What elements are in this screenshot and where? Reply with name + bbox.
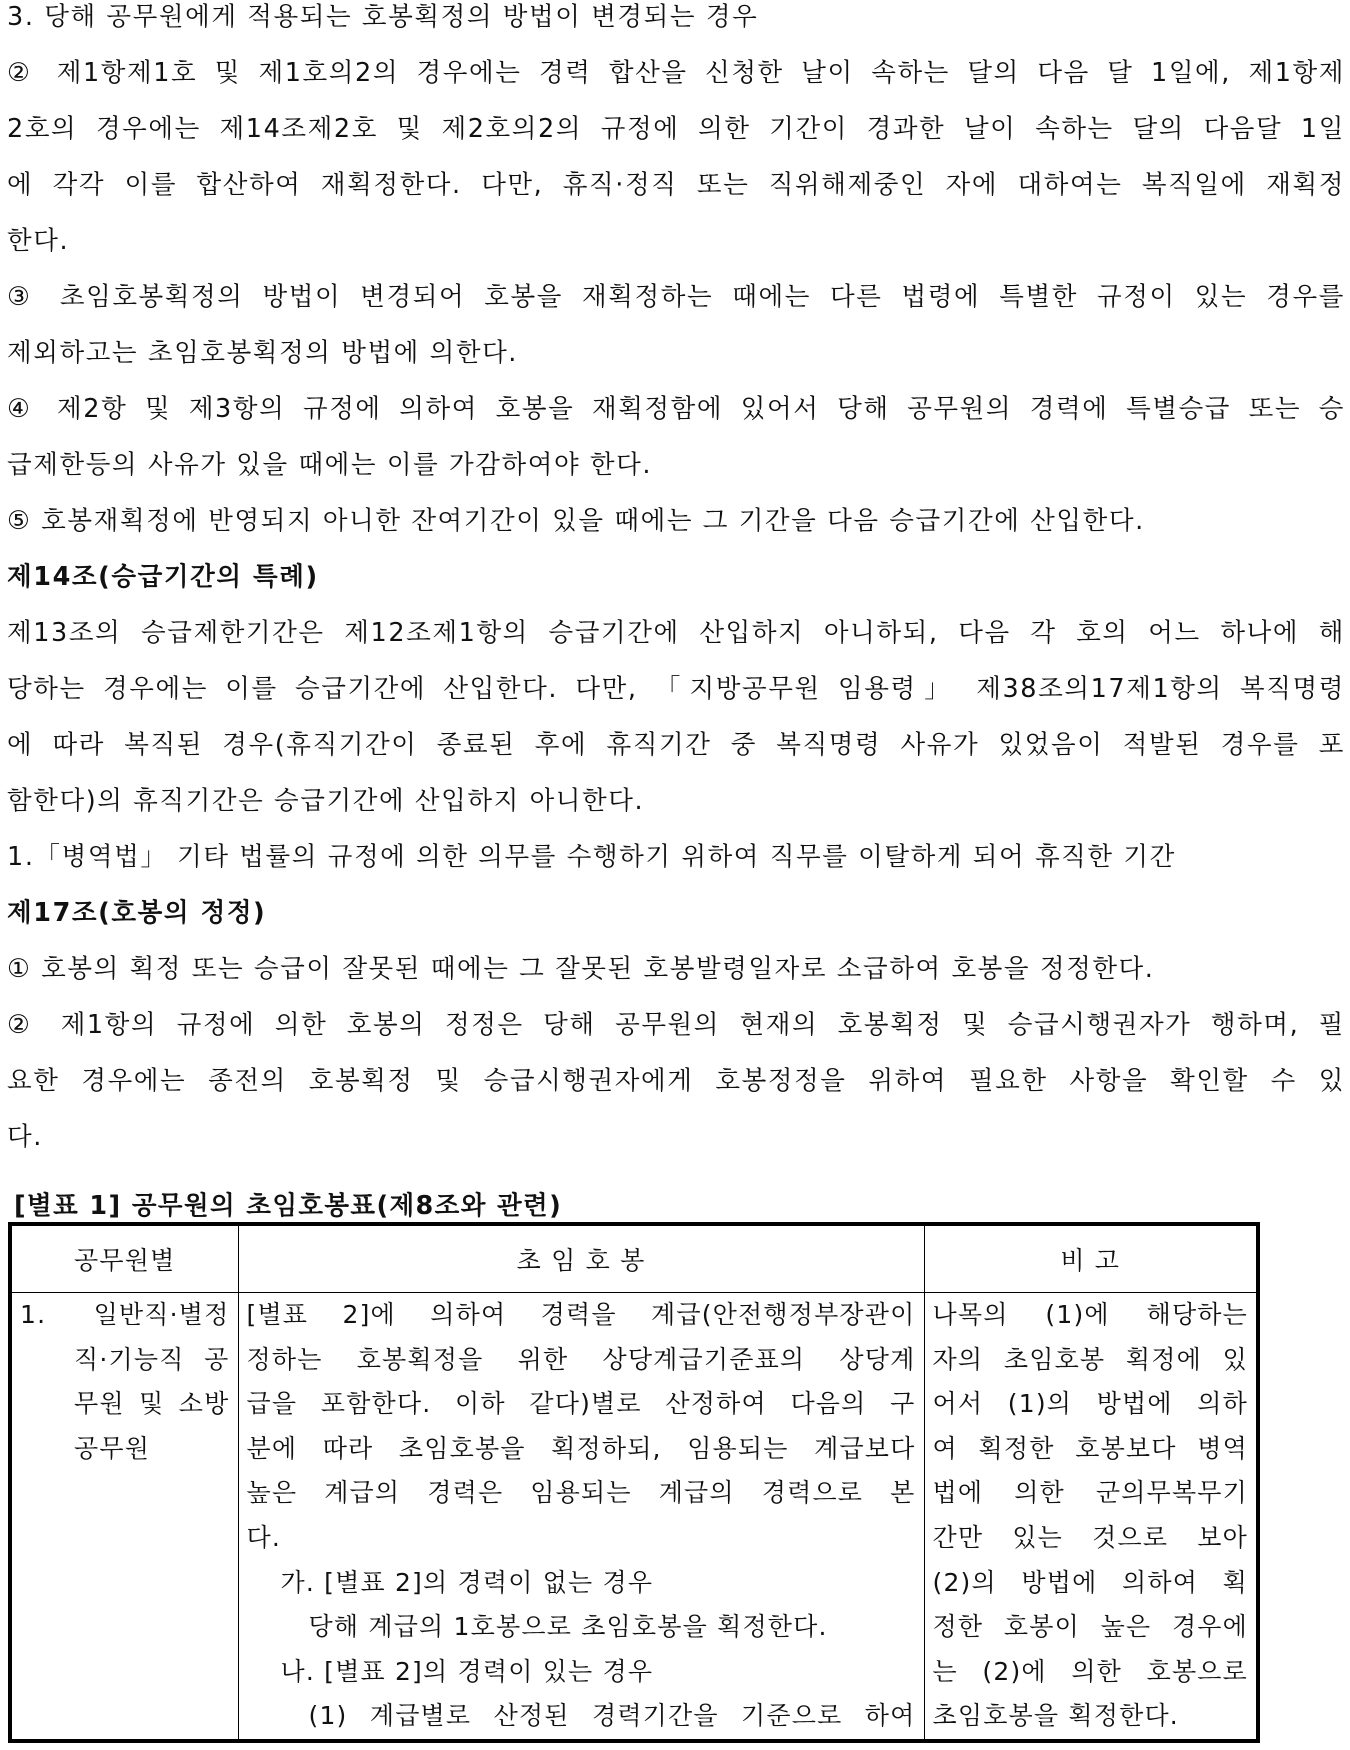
header-initial-step: 초 임 호 봉: [238, 1224, 924, 1293]
text-line: 급제한등의 사유가 있을 때에는 이를 가감하여야 한다.: [7, 450, 653, 480]
text-line: ⑤ 호봉재획정에 반영되지 아니한 잔여기간이 있을 때에는 그 기간을 다음 승급기간에 산입한다.: [7, 506, 1145, 536]
text-line: ④ 제2항 및 제3항의 규정에 의하여 호봉을 재획정함에 있어서 당해 공무원의 경력에 특별승급 또는 승: [7, 394, 1345, 424]
official-type-line: 1. 일반직·별정: [20, 1300, 230, 1329]
remarks-line: (2)의 방법에 의하여 획: [932, 1567, 1248, 1597]
text-line: ② 제1항의 규정에 의한 호봉의 정정은 당해 공무원의 현재의 호봉획정 및 승급시행권자가 행하며, 필: [7, 1010, 1345, 1040]
initial-step-line: 높은 계급의 경력은 임용되는 계급의 경력으로 본: [246, 1478, 916, 1508]
initial-step-line: (1) 계급별로 산정된 경력기간을 기준으로 하여: [308, 1701, 916, 1731]
initial-step-line: 가. [별표 2]의 경력이 없는 경우: [280, 1567, 654, 1597]
remarks-line: 자의 초임호봉 획정에 있: [932, 1344, 1248, 1374]
text-line: 3. 당해 공무원에게 적용되는 호봉획정의 방법이 변경되는 경우: [7, 2, 759, 32]
remarks-line: 법에 의한 군의무복무기: [932, 1478, 1248, 1508]
salary-step-table: [8, 1222, 1260, 1743]
text-line: 다.: [7, 1122, 43, 1152]
text-line: ③ 초임호봉획정의 방법이 변경되어 호봉을 재획정하는 때에는 다른 법령에 특별한 규정이 있는 경우를: [7, 282, 1345, 312]
text-line: 당하는 경우에는 이를 승급기간에 산입한다. 다만, 「지방공무원 임용령」 제38조의17제1항의 복직명령: [7, 674, 1345, 704]
initial-step-line: [별표 2]에 의하여 경력을 계급(안전행정부장관이: [246, 1300, 916, 1329]
text-line: ② 제1항제1호 및 제1호의2의 경우에는 경력 합산을 신청한 날이 속하는 달의 다음 달 1일에, 제1항제: [7, 58, 1345, 88]
text-line: ① 호봉의 획정 또는 승급이 잘못된 때에는 그 잘못된 호봉발령일자로 소급하여 호봉을 정정한다.: [7, 954, 1155, 984]
cell-official-type: [10, 1293, 238, 1741]
table-title: [별표 1] 공무원의 초임호봉표(제8조와 관련): [14, 1191, 563, 1221]
article-heading: 제14조(승급기간의 특례): [7, 562, 319, 592]
official-type-line: 공무원: [74, 1433, 151, 1463]
text-line: 제외하고는 초임호봉획정의 방법에 의한다.: [7, 338, 519, 368]
initial-step-line: 급을 포함한다. 이하 같다)별로 산정하여 다음의 구: [246, 1389, 916, 1419]
remarks-line: 나목의 (1)에 해당하는: [932, 1300, 1248, 1329]
text-line: 제13조의 승급제한기간은 제12조제1항의 승급기간에 산입하지 아니하되, 다음 각 호의 어느 하나에 해: [7, 618, 1345, 648]
official-type-line: 무원 및 소방: [74, 1389, 230, 1419]
remarks-line: 초임호봉을 획정한다.: [932, 1701, 1179, 1731]
official-type-line: 직·기능직 공: [74, 1344, 230, 1374]
initial-step-line: 다.: [246, 1522, 281, 1552]
document-body: [7, 0, 1345, 1176]
text-line: 한다.: [7, 226, 70, 256]
header-remarks: 비 고: [924, 1224, 1258, 1293]
cell-initial-step: [238, 1293, 924, 1741]
text-line: 요한 경우에는 종전의 호봉획정 및 승급시행권자에게 호봉정정을 위하여 필요한 사항을 확인할 수 있: [7, 1066, 1345, 1096]
text-line: 1.「병역법」 기타 법률의 규정에 의한 의무를 수행하기 위하여 직무를 이탈하게 되어 휴직한 기간: [7, 842, 1176, 872]
table-header-row: [10, 1224, 1258, 1293]
header-official-type: 공무원별: [10, 1224, 238, 1293]
text-line: 에 각각 이를 합산하여 재획정한다. 다만, 휴직·정직 또는 직위해제중인 자에 대하여는 복직일에 재획정: [7, 170, 1345, 200]
article-heading: 제17조(호봉의 정정): [7, 898, 267, 928]
cell-remarks: [924, 1293, 1258, 1741]
initial-step-line: 분에 따라 초임호봉을 획정하되, 임용되는 계급보다: [246, 1433, 916, 1463]
remarks-line: 여 획정한 호봉보다 병역: [932, 1433, 1248, 1463]
remarks-line: 정한 호봉이 높은 경우에: [932, 1612, 1248, 1642]
remarks-line: 는 (2)에 의한 호봉으로: [932, 1656, 1248, 1686]
text-line: 2호의 경우에는 제14조제2호 및 제2호의2의 규정에 의한 기간이 경과한 날이 속하는 달의 다음달 1일: [7, 114, 1345, 144]
text-line: 에 따라 복직된 경우(휴직기간이 종료된 후에 휴직기간 중 복직명령 사유가 있었음이 적발된 경우를 포: [7, 730, 1345, 760]
initial-step-line: 정하는 호봉획정을 위한 상당계급기준표의 상당계: [246, 1344, 916, 1374]
table-row: [10, 1293, 1258, 1741]
remarks-line: 간만 있는 것으로 보아: [932, 1522, 1248, 1552]
text-line: 함한다)의 휴직기간은 승급기간에 산입하지 아니한다.: [7, 786, 645, 816]
initial-step-line: 나. [별표 2]의 경력이 있는 경우: [280, 1656, 654, 1686]
remarks-line: 어서 (1)의 방법에 의하: [932, 1389, 1248, 1419]
initial-step-line: 당해 계급의 1호봉으로 초임호봉을 획정한다.: [308, 1612, 828, 1642]
